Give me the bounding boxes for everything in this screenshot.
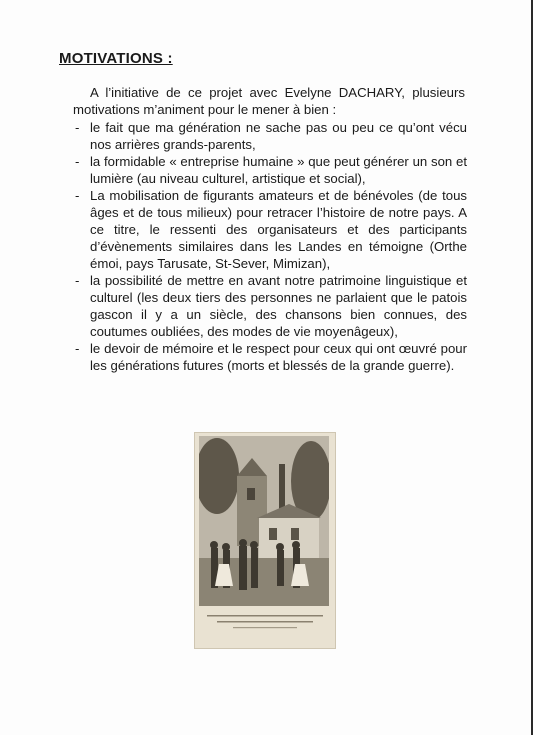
list-item: - La mobilisation de figurants amateurs et de bénévoles (de tous âges et de tous milieux) pour retracer l’histoire de notre pays. A ce titre, le ressenti des organisateurs et des participants d’évènements similaires dans les Landes en témoigne (Orthe émoi, pays Tarusate, St-Sever, Mimizan), (75, 187, 467, 272)
photo-illustration (199, 436, 329, 606)
list-item: - le fait que ma génération ne sache pas ou peu ce qu’ont vécu nos arrières grands-parents, (75, 119, 467, 153)
photo-caption-lines (203, 611, 327, 633)
section-heading: MOTIVATIONS : (59, 50, 173, 67)
list-item: - la possibilité de mettre en avant notre patrimoine linguistique et culturel (les deux tiers des personnes ne parlaient que le patois gascon il y a un siècle, des chansons bien connues, des coutumes oubliées, des modes de vie moyenâgeux), (75, 272, 467, 340)
list-item: - le devoir de mémoire et le respect pour ceux qui ont œuvré pour les générations futures (morts et blessés de la grande guerre). (75, 340, 467, 374)
intro-paragraph (73, 84, 465, 118)
list-item: - la formidable « entreprise humaine » que peut générer un son et lumière (au niveau culturel, artistique et social), (75, 153, 467, 187)
vintage-postcard-photo-icon (199, 436, 329, 606)
postcard-photo (195, 433, 335, 648)
intro-text: A l’initiative de ce projet avec Evelyne DACHARY, plusieurs motivations m’animent pour le mener à bien : (73, 85, 465, 117)
motivation-list (75, 119, 467, 374)
